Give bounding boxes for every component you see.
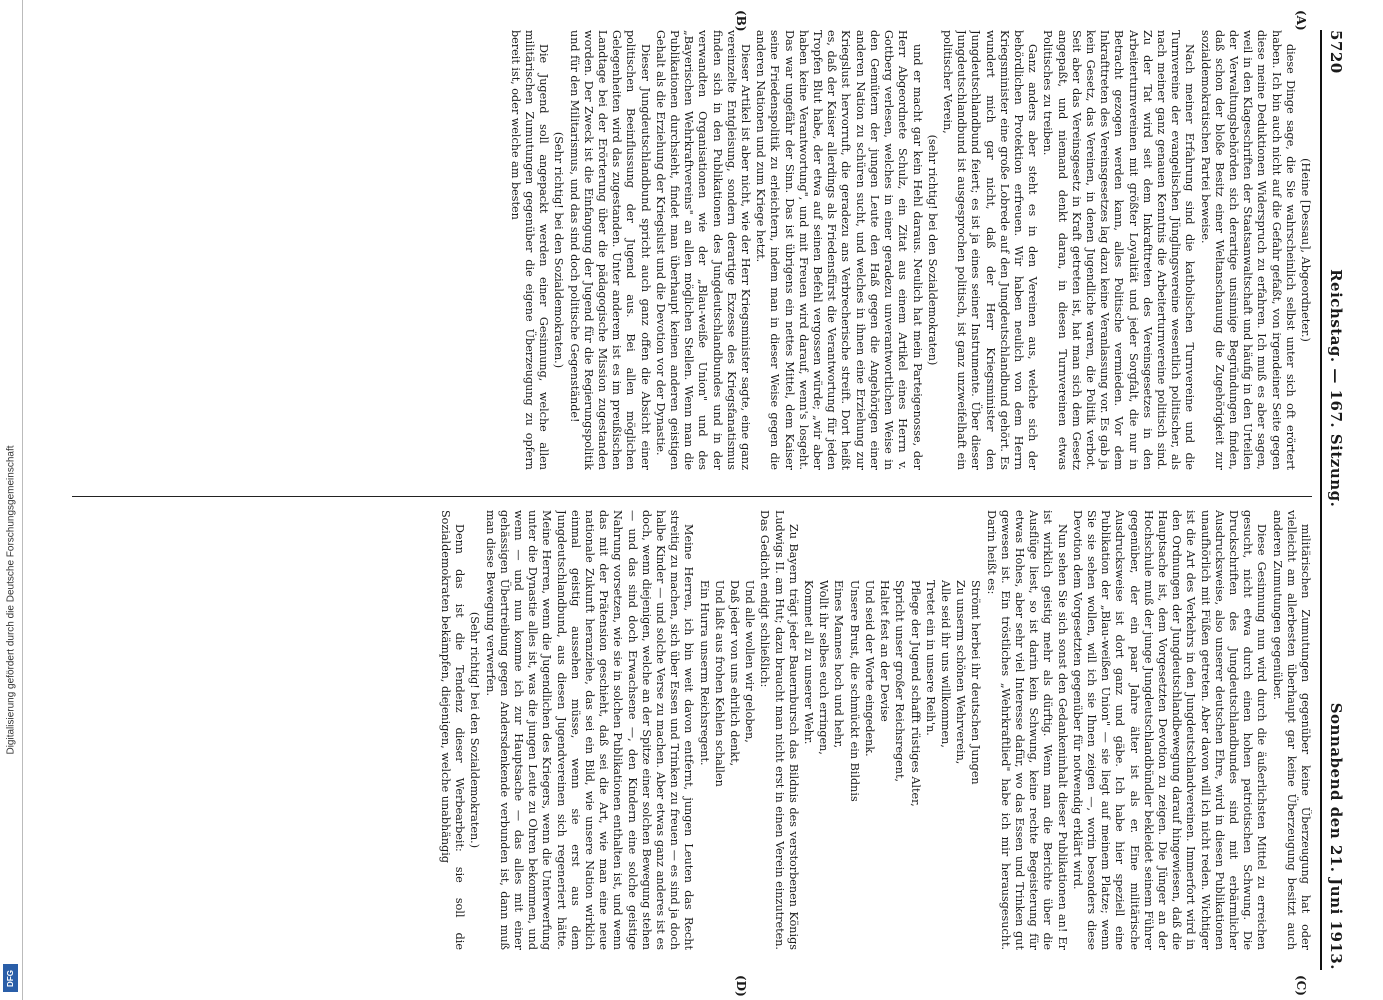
scanned-page — [48, 10, 1348, 997]
paragraph: Die Jugend soll angepackt werden einer Gesinnung, welche allen militärischen Zumutungen gegenüber die eigene Überzeugung zu opfern bereit ist, oder welche am besten — [508, 30, 551, 470]
margin-marker-b: (B) — [734, 10, 748, 32]
paragraph: Und alle wollen wir geloben, — [743, 580, 757, 743]
paragraph: diese Dinge sage, die Sie wahrscheinlich selbst unter sich oft erörtert haben. Ich bin auch nicht auf die Gefahr gefaßt, von irgendeiner Seite gegen diese meine Deduktionen Widerspruch zu erfahren. Ich muß es aber sagen, weil in den Klageschriften der Staatsanwaltschaft und häufig in den Urteilen der Verwaltungsbehörden sich derartige unsinnige Begründungen finden, daß schon der bloße Besitz einer Weltanschauung die Zugehörigkeit zur sozialdemokratischen Partei beweise. — [1198, 30, 1297, 470]
session-title: Reichstag. — 167. Sitzung. — [1327, 269, 1345, 508]
paragraph: Dieser Artikel ist aber nicht, wie der Herr Kriegsminister sagte, eine ganz vereinzelte Entgleisung, sondern derartige Exzesse des Kriegsfanatismus finden sich in den Publikationen des Jungdeutschlandbundes und in der verwandten Organisationen wie der „Blau-weiße Union" und des „Bayerischen Wehrkraftvereins" an allen möglichen Stellen. Wenn man die Publikationen durchsieht, findet man überhaupt keinen anderen geistigen Gehalt als die Erziehung der Kriegslust und die Devotion vor der Dynastie. — [653, 30, 753, 470]
paragraph: Meine Herren, ich bin weit davon entfernt, jungen Leuten das Recht streitig zu machen, sich über Essen und Trinken zu freuen — es sind ja doch halbe Kinder — und solche Verse zu machen. Aber etwas ganz anderes ist es doch, wenn diejenigen, welche an der Spitze einer solchen Bewegung stehen — und das sind doch Erwachsene —, den Kindern eine solche geistige Nahrung vorsetzen, wie sie in solchen Publikationen enthalten ist, und wenn das mit der Prätension geschieht, daß sei die Art, wie man eine neue nationale Zukunft heranziehe, das sei ein Bild, wie unsere Nation wirklich einmal geistig aussehen müsse, wenn sie erst aus dem Jungdeutschlandbund, aus diesen Jugendvereinen sich regeneriert hätte. Meine Herren, wenn die Jugendlichen des Kriegers, wenn die Unterwerfung unter die Dynastie alles ist, was die jungen Leute zu Ohren bekommen, und wenn — und nun komme ich zur Hauptsache — das alles mit einer gehässigen Übertreibung gegen Andersdenkende verbunden ist, dann muß man diese Bewegung verwerfen. — [483, 510, 696, 950]
paragraph: Diese Gesinnung nun wird durch die äußerlichsten Mittel zu erreichen gesucht, nicht etwa durch einen hohen patriotischen Schwung. Die Druckschriften des Jungdeutschlandbundes sind mit erbärmlicher Ausdrucksweise, also unserer deutschen Ehre, wird in diesen Publikationen unaufhörlich mit Füßen getreten. Aber davon will ich nicht reden. Wichtiger ist die Art des Verkehrs in den Jungdeutschlandvereinen. Immerfort wird in den Ordnungen der Jungdeutschlandbewegung darauf hingewiesen, daß die Hauptsache ist, dem Vorgesetzten Devotion zu zeigen. Die Jünger an der Hochschule muß der junge Jungdeutschlandbündler bekleidet seinem Führer gegenüber, der ein paar Jahre älter ist als er. Eine militärische Ausdrucksweise ist dort ganz und gäbe. Ich habe hier speziell eine Publikation der „Blau-weißen Union" — sie liegt auf meinem Platze; wenn Sie sie sehen wollen, will ich sie Ihnen zeigen —, worin besonders diese Devotion dem Vorgesetzten gegenüber für notwendig erklärt wird. — [1070, 510, 1269, 950]
paragraph: militärischen Zumutungen gegenüber keine Überzeugung hat oder vielleicht am allerbesten überhaupt gar keine Überzeugung besitzt auch anderen Zumutungen gegenüber. — [1270, 510, 1312, 950]
paragraph: (Sehr richtig! bei den Sozialdemokraten.) — [468, 611, 482, 849]
paragraph: Ein Hurra unserm Reichsregent. — [697, 580, 711, 766]
sidebar — [0, 0, 23, 1000]
margin-marker-a: (A) — [1294, 10, 1308, 31]
paragraph: Zu Bayern trägt jeder Bauernbursch das Bildnis des verstorbenen Königs Ludwigs II. am Hut; dazu braucht man nicht erst in einen Verein einzutreten. Das Gedicht endigt schließlich: — [758, 510, 800, 950]
paragraph: Pflege der Jugend schafft rüstiges Alter, — [908, 580, 922, 807]
paragraph: Kommet all zu unserer Wehr. — [802, 580, 816, 745]
paragraph: Zu unserm schönen Wehrverein, — [954, 580, 968, 765]
digitization-credit: Digitalisierung gefördert durch die Deutsche Forschungsgemeinschaft — [5, 445, 17, 755]
session-date: Sonnabend den 21. Juni 1913. — [1327, 702, 1345, 970]
paragraph: Nach meiner Erfahrung sind die katholischen Turnvereine und die Turnvereine der evangelischen Jünglingsvereine wesentlich politischer, als nach meiner ganz genauen Kenntnis die Arbeiterturnvereine politisch sind. Zu der Tat wird seit dem Inkrafttreten des Vereinsgesetzes in den Arbeiterturnvereinen mit größter Loyalität und jeder Sorgfalt, die nur in Betracht gezogen werden kann, alles Politische vermieden. Vor dem Inkrafttreten des Vereinsgesetzes lag dazu keine Veranlassung vor. Es gab ja kein Gesetz, das Vereinen, in denen Jugendliche waren, die Politik verbot. Seit aber das Vereinsgesetz in Kraft getreten ist, hat man sich dem Gesetz angepaßt, und niemand denkt daran, in diesen Turnvereinen etwas Politisches zu treiben. — [1041, 30, 1197, 470]
column-divider — [72, 496, 1312, 497]
paragraph: Alle seid ihr uns willkommen, — [938, 580, 952, 748]
paragraph: Haltet fest an der Devise — [878, 580, 892, 722]
dfg-logo-text: DFG — [6, 969, 16, 987]
paragraph: Und laßt aus frohen Kehlen schallen — [712, 580, 726, 787]
page-number: 5720 — [1327, 30, 1345, 74]
running-head — [1324, 30, 1348, 970]
paragraph: Tretet ein in unsere Reih'n. — [923, 580, 937, 736]
paragraph: Unsere Brust, die schmückt ein Bildnis — [847, 580, 861, 802]
paragraph: Wollt ihr selbes euch erringen, — [817, 580, 831, 755]
paragraph: Daß jeder von uns ehrlich denkt, — [728, 580, 742, 767]
margin-marker-c: (C) — [1294, 975, 1308, 996]
page-wrap — [30, 10, 1360, 997]
paragraph: (sehr richtig! bei den Sozialdemokraten) — [925, 134, 939, 366]
text-column-left — [62, 30, 1312, 470]
margin-marker-d: (D) — [734, 975, 748, 997]
text-column-right — [62, 510, 1312, 950]
paragraph: Ganz anders aber steht es in den Vereinen aus, welche sich der behördlichen Protektion erfreuen. Wir haben neulich von dem Herrn Kriegsminister eine große Lobrede auf den Jungdeutschlandbund gehört. Es wundert mich gar nicht, daß der Herr Kriegsminister den Jungdeutschlandbund feiert; es ist ja eines seiner Instrumente. Über dieser Jungdeutschlandbund ist ausgesprochen politisch, ist ganz unzweifelhaft ein politischer Verein, — [940, 30, 1040, 470]
paragraph: Eines Mannes hoch und hehr, — [832, 580, 846, 749]
paragraph: und er macht gar kein Hehl daraus. Neulich hat mein Parteigenosse, der Herr Abgeordnete Schulz, ein Zitat aus einem Artikel eines Herrn v. Gottberg verlesen, welches in einer geradezu unverantwortlichen Weise in den Gemütern der jungen Leute den Haß gegen die Angehörigen einer anderen Nation zu schüren sucht, und welches in ihnen eine Erziehung zur Kriegslust hervorruft, die geradezu ans Verbrecherische streift. Dort heißt es, daß der Kaiser allerdings als Friedensfürst die Verantwortung für jeden Tropfen Blut habe, der etwa auf seinen Befehl vergossen würde; „wir aber haben keine Verantwortung", und mit Freuen wird darauf, wenn's losgeht. Das war ungefähr der Sinn. Das ist übrigens ein nettes Mittel, dem Kaiser seine Friedenspolitik zu erleichtern, indem man in dieser Weise gegen die anderen Nationen und zum Kriege hetzt. — [754, 30, 924, 470]
paragraph: (Heine [Dessau], Abgeordneter.) — [1299, 158, 1312, 342]
paragraph: Nun sehen Sie sich sonst den Gedankeninhalt dieser Publikationen an! Er ist wirklich geistig mehr als dürftig. Wenn man die Berichte über die Ausflüge liest, so ist darin kein Schwung, keine rechte Begeisterung für etwas Hohes, aber sehr viel Interesse dafür, wo das Essen und Trinken gut gewesen ist. Ein tröstliches „Wehrkraftlied" habe ich mir herausgesucht. Darin heißt es: — [984, 510, 1069, 950]
paragraph: Und seid der Worte eingedenk. — [862, 580, 876, 757]
paragraph: Dieser Jungdeutschlandbund spricht auch ganz offen die Absicht einer politischen Beeinflussung der Jugend aus. Bei allen möglichen Gelegenheiten wird das zugestanden. Unter anderem ist es im preußischen Landtage bei der Erörterung über die pädagogische Mission zugestanden worden. Der Zweck ist die Einfangung der Jugend für die Regierungspolitik und für den Militarismus, und das sind doch politische Gegenstände! — [567, 30, 652, 470]
paragraph: Denn das ist die Tendenz dieser Werbearbeit: sie soll die Sozialdemokraten bekämpfen, diejenigen, welche unabhängig — [439, 510, 467, 950]
paragraph: (Sehr richtig! bei den Sozialdemokraten.) — [552, 131, 566, 369]
dfg-logo — [3, 964, 18, 992]
header-rule — [1320, 30, 1322, 970]
paragraph: Strömt herbei ihr deutschen Jungen — [969, 580, 983, 785]
paragraph: Spricht unser großer Reichsregent, — [893, 580, 907, 783]
